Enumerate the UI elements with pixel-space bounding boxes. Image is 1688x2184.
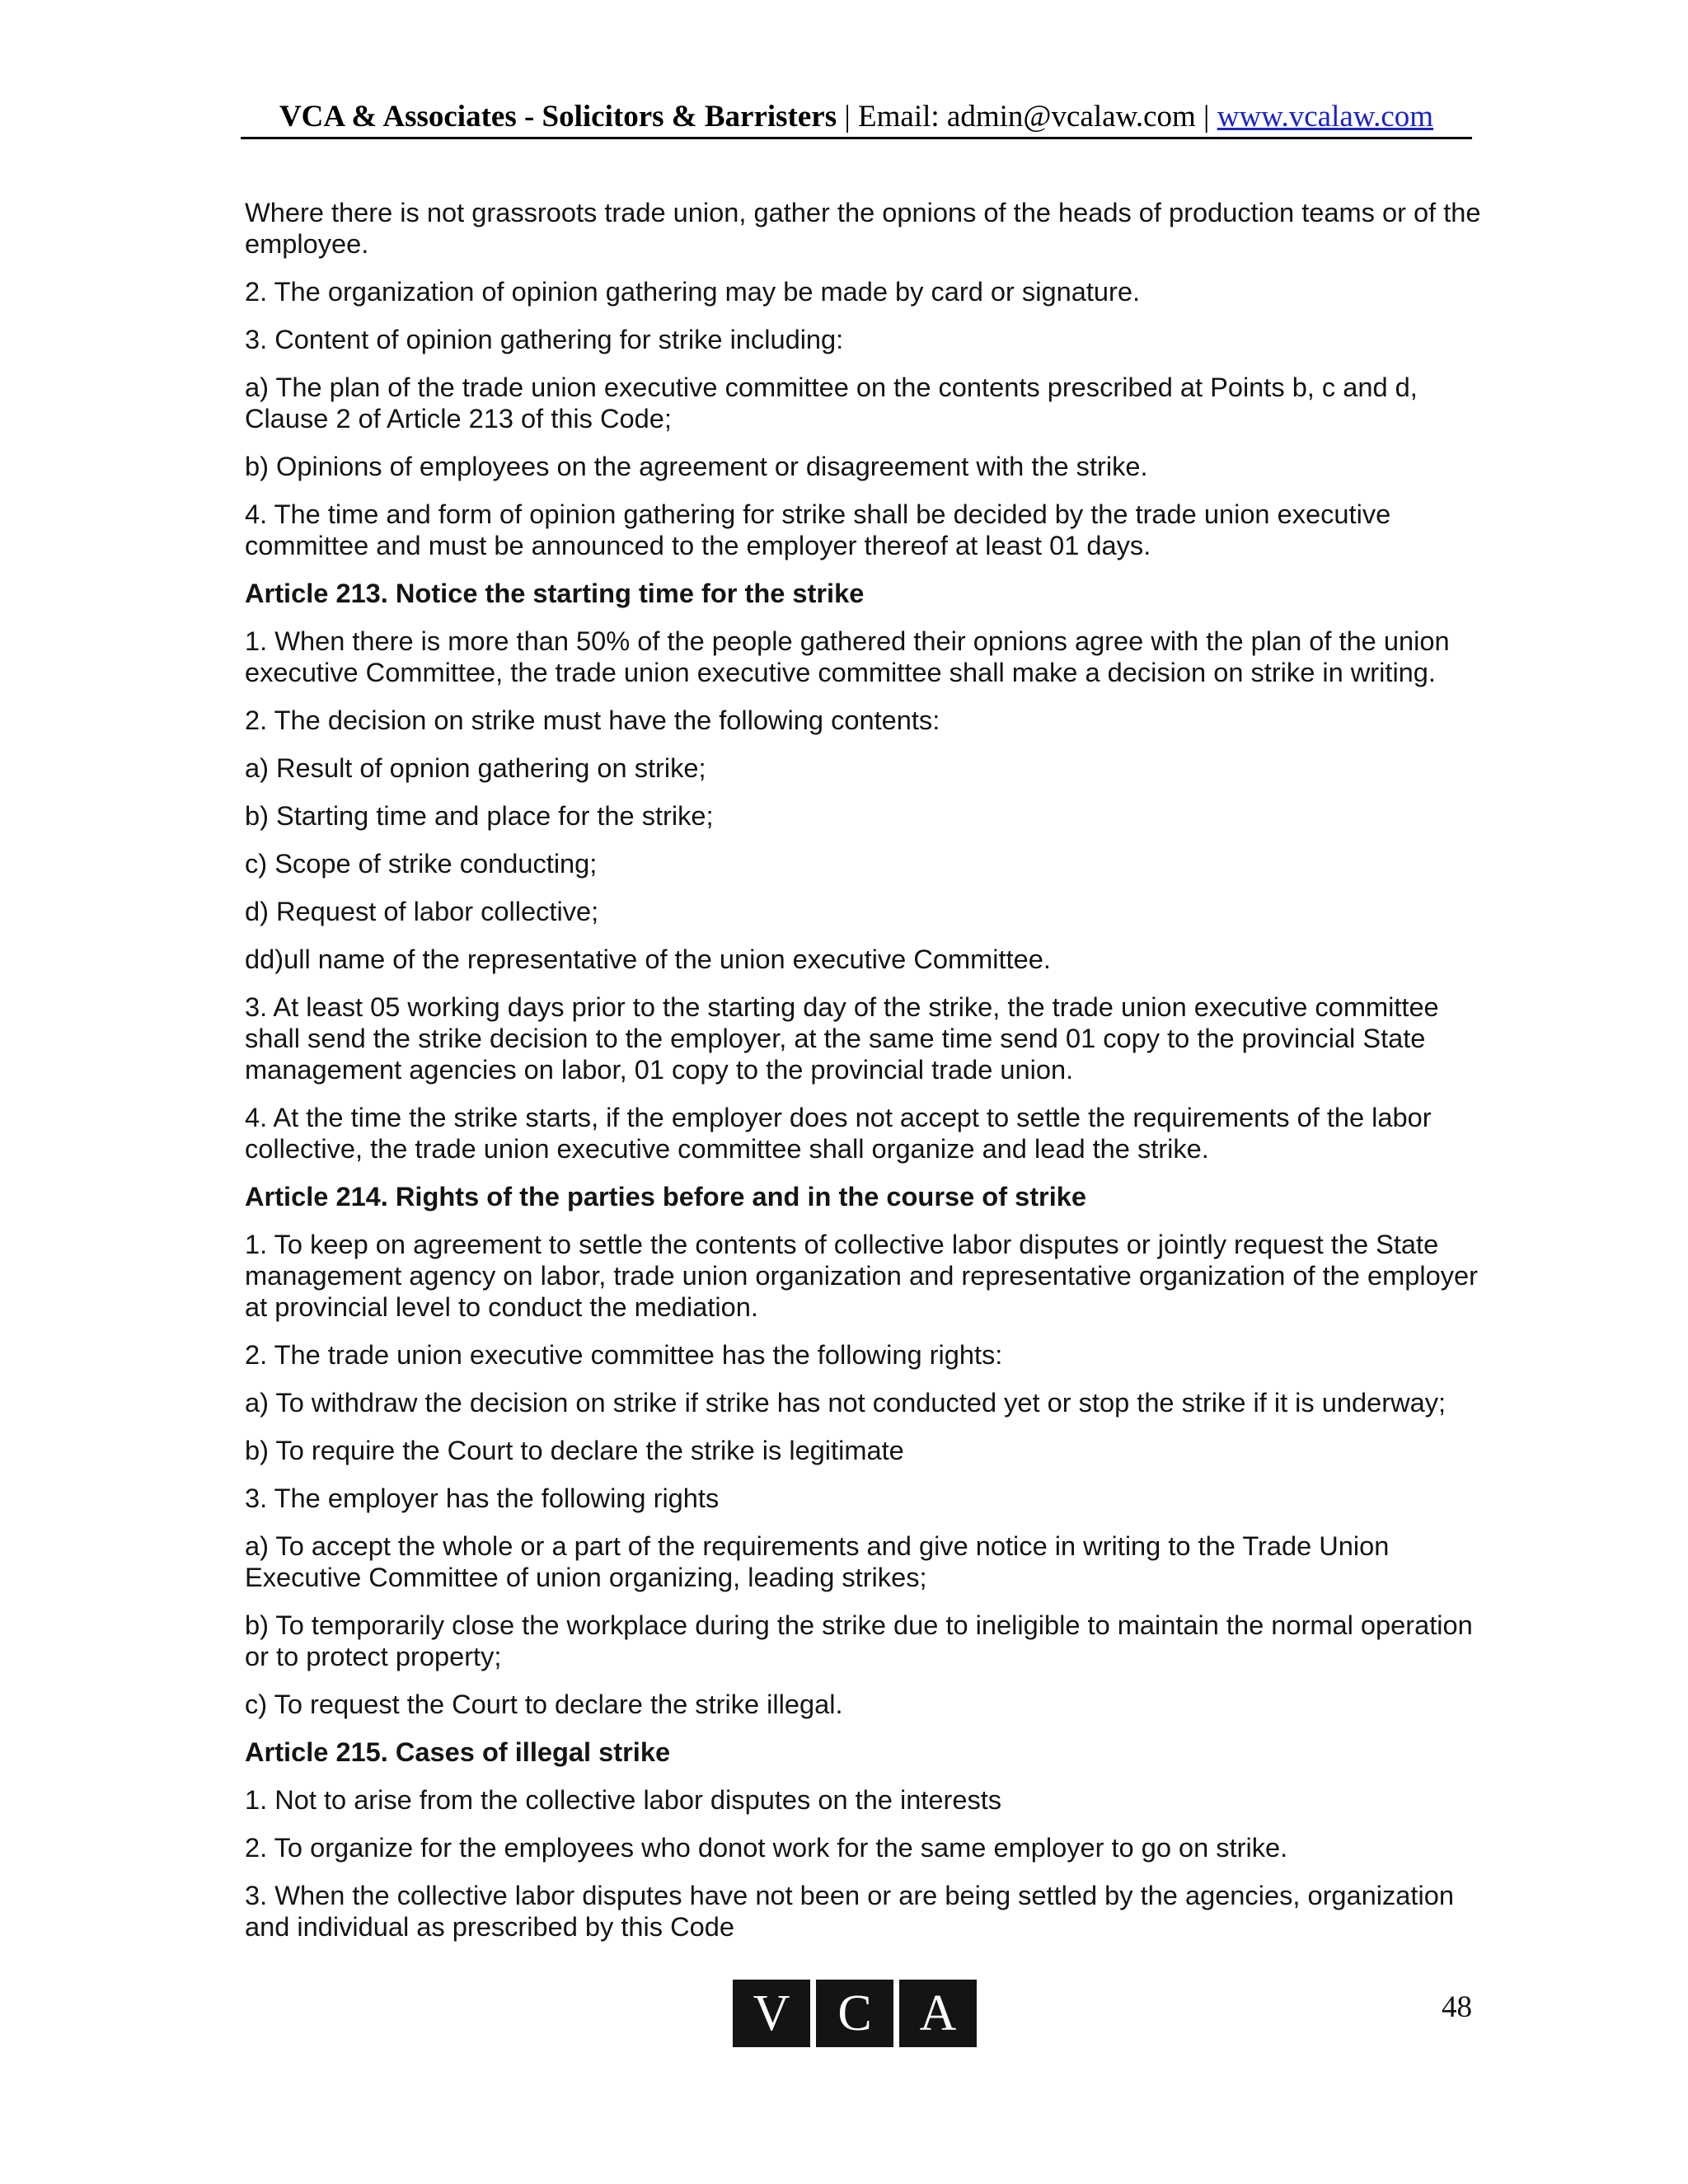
paragraph: 3. At least 05 working days prior to the starting day of the strike, the trade union executive committee shall send the strike decision to the employer, at the same time send 01 copy to the provincial State management agencies on labor, 01 copy to the provincial trade union. xyxy=(245,991,1439,1085)
header-email: Email: admin@vcalaw.com xyxy=(858,100,1196,134)
paragraph: 3. Content of opinion gathering for strike including: xyxy=(245,324,844,354)
paragraph: 2. The decision on strike must have the following contents: xyxy=(245,705,940,735)
article-heading: Article 214. Rights of the parties before and in the course of strike xyxy=(245,1181,1087,1212)
paragraph: a) The plan of the trade union executive committee on the contents prescribed at Points b, c and d, Clause 2 of Article 213 of this Code; xyxy=(245,372,1418,434)
paragraph: b) To temporarily close the workplace during the strike due to ineligible to maintain the normal operation or to protect property; xyxy=(245,1610,1473,1671)
page-number: 48 xyxy=(1442,1990,1472,2024)
paragraph: 2. To organize for the employees who donot work for the same employer to go on strike. xyxy=(245,1832,1288,1863)
paragraph: d) Request of labor collective; xyxy=(245,896,599,926)
paragraph: a) Result of opnion gathering on strike; xyxy=(245,752,706,783)
paragraph: 3. The employer has the following rights xyxy=(245,1483,720,1513)
paragraph: c) To request the Court to declare the strike illegal. xyxy=(245,1689,843,1719)
logo-letter-c: C xyxy=(816,1980,893,2047)
paragraph: b) To require the Court to declare the strike is legitimate xyxy=(245,1435,904,1465)
paragraph: 4. The time and form of opinion gathering for strike shall be decided by the trade union executive committee and must be announced to the employer thereof at least 01 days. xyxy=(245,499,1391,560)
vca-logo xyxy=(733,1980,977,2047)
page-header xyxy=(241,92,1472,139)
paragraph: a) To withdraw the decision on strike if strike has not conducted yet or stop the strike if it is underway; xyxy=(245,1387,1447,1418)
article-heading: Article 215. Cases of illegal strike xyxy=(245,1736,671,1767)
paragraph: 2. The trade union executive committee has the following rights: xyxy=(245,1339,1003,1370)
paragraph: 1. When there is more than 50% of the people gathered their opnions agree with the plan of the union executive Committee, the trade union executive committee shall make a decision on strike in writing. xyxy=(245,626,1450,687)
article-heading: Article 213. Notice the starting time for the strike xyxy=(245,578,865,608)
paragraph: 4. At the time the strike starts, if the employer does not accept to settle the requirements of the labor collective, the trade union executive committee shall organize and lead the strike. xyxy=(245,1102,1432,1164)
paragraph: b) Starting time and place for the strike; xyxy=(245,800,714,831)
logo-letter-a: A xyxy=(899,1980,977,2047)
paragraph: 2. The organization of opinion gathering may be made by card or signature. xyxy=(245,276,1141,307)
paragraph: a) To accept the whole or a part of the requirements and give notice in writing to the Trade Union Executive Committee of union organizing, leading strikes; xyxy=(245,1530,1390,1592)
firm-name: VCA & Associates - Solicitors & Barristers xyxy=(279,100,837,134)
paragraph: b) Opinions of employees on the agreement or disagreement with the strike. xyxy=(245,451,1148,481)
paragraph: dd)ull name of the representative of the union executive Committee. xyxy=(245,944,1051,974)
paragraph: 1. Not to arise from the collective labor disputes on the interests xyxy=(245,1784,1002,1815)
document-body xyxy=(245,197,1481,1959)
header-separator: | xyxy=(1195,100,1217,134)
website-link[interactable]: www.vcalaw.com xyxy=(1217,100,1434,134)
paragraph: c) Scope of strike conducting; xyxy=(245,848,598,879)
paragraph: 3. When the collective labor disputes have not been or are being settled by the agencies, organization and individual as prescribed by this Code xyxy=(245,1880,1454,1942)
logo-letter-v: V xyxy=(733,1980,810,2047)
paragraph: Where there is not grassroots trade union, gather the opnions of the heads of production teams or of the employee. xyxy=(245,197,1481,259)
paragraph: 1. To keep on agreement to settle the contents of collective labor disputes or jointly request the State management agency on labor, trade union organization and representative organization of the employer at provincial level to conduct the mediation. xyxy=(245,1229,1478,1322)
header-separator: | xyxy=(837,100,859,134)
